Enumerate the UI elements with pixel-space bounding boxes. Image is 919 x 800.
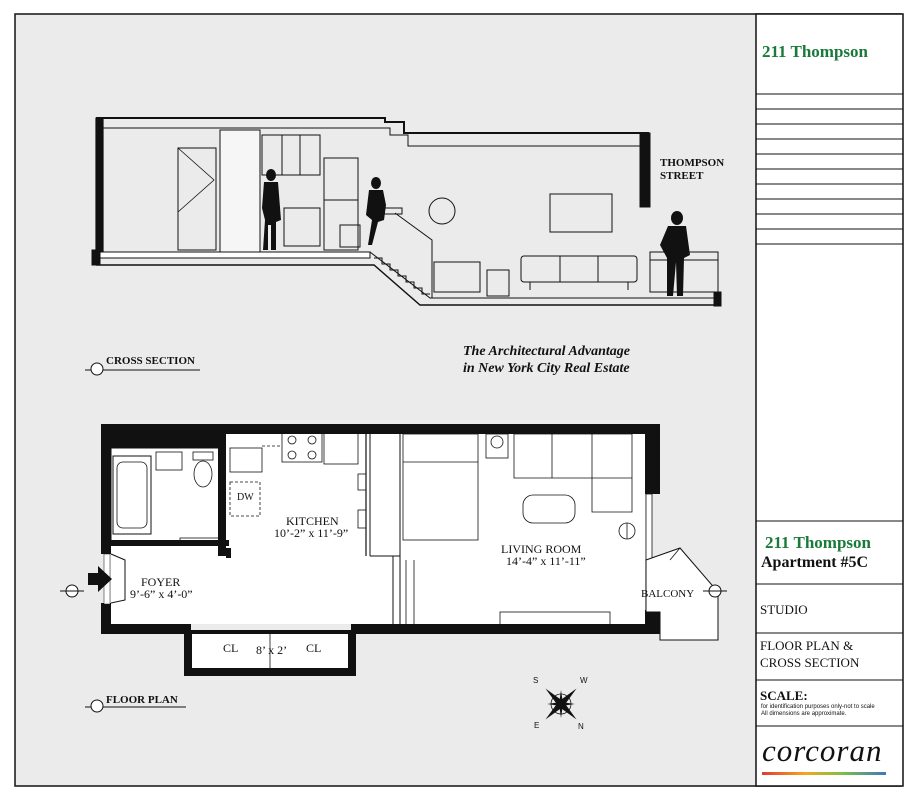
- scale-disclaimer-line1: for identification purposes only-not to scale: [761, 704, 875, 710]
- dishwasher-label: DW: [237, 492, 254, 503]
- foyer-name: FOYER: [141, 575, 181, 589]
- foyer-dimensions: 9’-6” x 4’-0”: [130, 587, 193, 601]
- title-block-header: 211 Thompson: [762, 42, 868, 61]
- compass-n: N: [578, 722, 584, 731]
- floor-plan-label: FLOOR PLAN: [106, 694, 178, 706]
- closet-left-label: CL: [223, 641, 239, 655]
- closet-dimensions: 8’ x 2’: [256, 643, 288, 657]
- title-block-drawing-line2: CROSS SECTION: [760, 655, 860, 670]
- living-room-name: LIVING ROOM: [501, 542, 582, 556]
- brand-underline: [762, 772, 886, 775]
- title-block-unit-type: STUDIO: [760, 602, 808, 617]
- tagline-line1: The Architectural Advantage: [463, 344, 630, 359]
- scale-disclaimer-line2: All dimensions are approximate.: [761, 711, 847, 717]
- title-block-address: 211 Thompson: [765, 533, 871, 552]
- balcony-name: BALCONY: [641, 588, 695, 600]
- street-label-line1: THOMPSON: [660, 157, 725, 169]
- compass-e: E: [534, 721, 540, 730]
- compass-w: W: [580, 676, 588, 685]
- tagline-line2: in New York City Real Estate: [463, 361, 630, 376]
- compass-s: S: [533, 676, 539, 685]
- kitchen-name: KITCHEN: [286, 514, 339, 528]
- brand-logo: corcoran: [762, 733, 883, 768]
- scale-label: SCALE:: [760, 688, 808, 703]
- title-block-apartment: Apartment #5C: [761, 554, 869, 571]
- cross-section-label: CROSS SECTION: [106, 355, 195, 367]
- street-label-line2: STREET: [660, 170, 704, 182]
- living-room-dimensions: 14’-4” x 11’-11”: [506, 554, 586, 568]
- closet-right-label: CL: [306, 641, 322, 655]
- title-block-drawing-line1: FLOOR PLAN &: [760, 638, 854, 653]
- kitchen-dimensions: 10’-2” x 11’-9”: [274, 526, 349, 540]
